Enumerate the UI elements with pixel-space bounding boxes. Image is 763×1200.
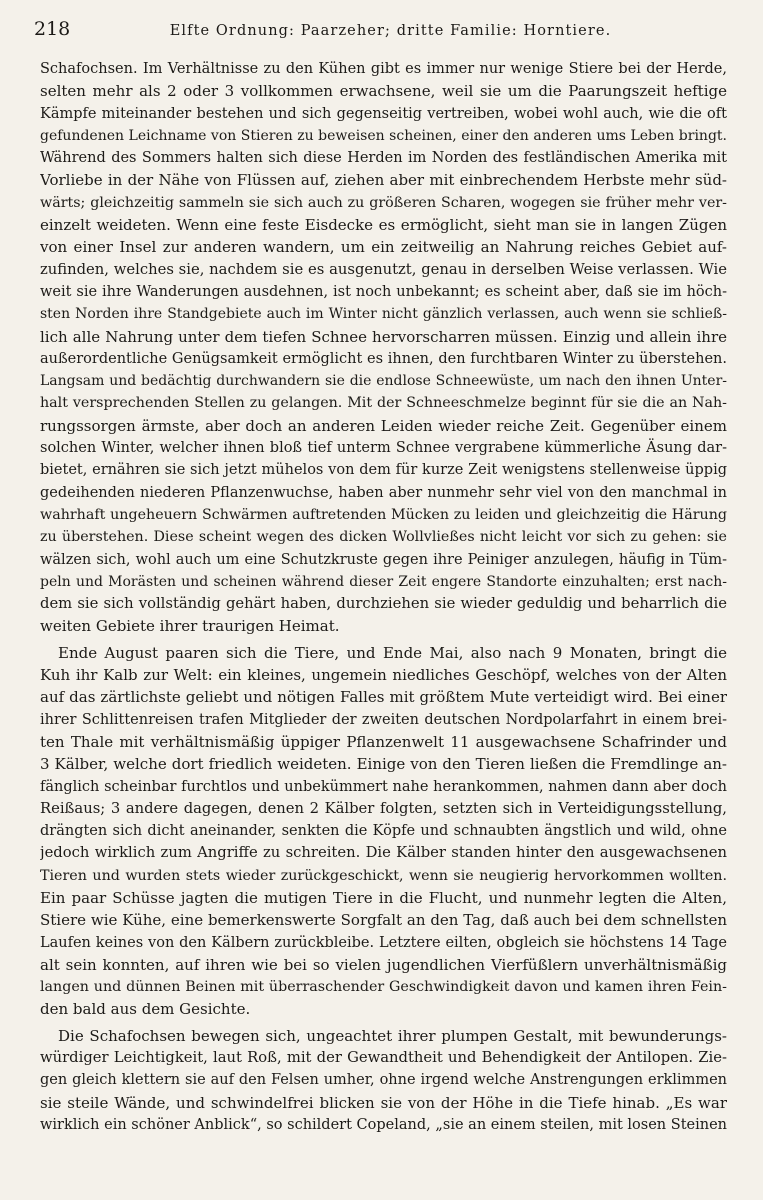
text-line: Kämpfe miteinander bestehen und sich gegenseitig vertreiben, wobei wohl auch, wie die oft [40,105,727,122]
text-line: lich alle Nahrung unter dem tiefen Schnee hervorscharren müssen. Einzig und allein ihre [40,327,727,346]
text-line: wahrhaft ungeheuern Schwärmen auftretenden Mücken zu leiden und gleichzeitig die Härung [40,506,727,523]
text-line: dem sie sich vollständig gehärt haben, durchziehen sie wieder geduldig und beharrlich die [40,595,727,613]
text-line: Die Schafochsen bewegen sich, ungeachtet ihrer plumpen Gestalt, mit bewunderungs- [58,1026,727,1045]
paragraph [40,1025,727,1136]
running-head: Elfte Ordnung: Paarzeher; dritte Familie: Horntiere. [169,23,612,39]
text-line: zu überstehen. Diese scheint wegen des dicken Wollvließes nicht leicht vor sich zu gehen: sie [40,529,727,546]
text-line: zufinden, welches sie, nachdem sie es ausgenutzt, genau in derselben Weise verlassen. Wie [40,260,727,278]
text-line: gefundenen Leichname von Stieren zu beweisen scheinen, einer den anderen ums Leben bringt. [40,127,727,144]
text-line: 3 Kälber, welche dort friedlich weideten. Einige von den Tieren ließen die Fremdlinge an- [40,755,727,774]
text-line: wärts; gleichzeitig sammeln sie sich auch zu größeren Scharen, wogegen sie früher mehr ver- [40,194,727,211]
text-line: von einer Insel zur anderen wandern, um ein zeitweilig an Nahrung reiches Gebiet auf- [40,238,727,257]
text-line: sten Norden ihre Standgebiete auch im Winter nicht gänzlich verlassen, auch wenn sie schließ- [40,306,727,323]
text-line: Vorliebe in der Nähe von Flüssen auf, ziehen aber mit einbrechendem Herbste mehr süd- [40,171,727,190]
text-line: Kuh ihr Kalb zur Welt: ein kleines, ungemein niedliches Geschöpf, welches von der Alten [40,666,727,685]
text-line: Laufen keines von den Kälbern zurückbleibe. Letztere eilten, obgleich sie höchstens 14 Tage [40,934,727,951]
text-line: ihrer Schlittenreisen trafen Mitglieder der zweiten deutschen Nordpolarfahrt in einem brei- [40,711,727,728]
text-line: fänglich scheinbar furchtlos und unbekümmert nahe herankommen, nahmen dann aber doch [40,778,727,795]
page-header [34,18,727,44]
text-line: langen und dünnen Beinen mit überraschender Geschwindigkeit davon und kamen ihren Fein- [40,979,727,996]
text-line: weit sie ihre Wanderungen ausdehnen, ist noch unbekannt; es scheint aber, daß sie im höch- [40,283,727,300]
text-line: einzelt weideten. Wenn eine feste Eisdecke es ermöglicht, sieht man sie in langen Zügen [40,216,727,235]
paragraph [40,642,727,1021]
text-line: Während des Sommers halten sich diese Herden im Norden des festländischen Amerika mit [40,150,727,167]
text-line: alt sein konnten, auf ihren wie bei so vielen jugendlichen Vierfüßlern unverhältnismäßig [40,955,727,974]
text-line: gedeihenden niederen Pflanzenwuchse, haben aber nunmehr sehr viel von den manchmal in [40,484,727,501]
page-number: 218 [34,18,71,40]
text-line: drängten sich dicht aneinander, senkten die Köpfe und schnaubten ängstlich und wild, ohne [40,823,727,840]
body-text [40,58,727,1136]
text-line: sie steile Wände, und schwindelfrei blicken sie von der Höhe in die Tiefe hinab. „Es war [40,1093,727,1112]
text-line: Stiere wie Kühe, eine bemerkenswerte Sorgfalt an den Tag, daß auch bei dem schnellsten [40,911,727,930]
text-line: Reißaus; 3 andere dagegen, denen 2 Kälber folgten, setzten sich in Verteidigungsstellung, [40,799,727,817]
paragraph [40,58,727,638]
text-line: Ende August paaren sich die Tiere, und Ende Mai, also nach 9 Monaten, bringt die [58,643,727,662]
text-line: halt versprechenden Stellen zu gelangen. Mit der Schneeschmelze beginnt für sie die an Nah- [40,395,727,412]
text-line: ten Thale mit verhältnismäßig üppiger Pflanzenwelt 11 ausgewachsene Schafrinder und [40,732,727,751]
text-line: auf das zärtlichste geliebt und nötigen Falles mit größtem Mute verteidigt wird. Bei einer [40,688,727,707]
text-line: rungssorgen ärmste, aber doch an anderen Leiden wieder reiche Zeit. Gegenüber einem [40,416,727,435]
text-line: bietet, ernähren sie sich jetzt mühelos von dem für kurze Zeit wenigstens stellenweise üppig [40,462,727,479]
text-line: gen gleich klettern sie auf den Felsen umher, ohne irgend welche Anstrengungen erklimmen [40,1072,727,1089]
text-line: den bald aus dem Gesichte. [40,1000,251,1019]
text-line: Tieren und wurden stets wieder zurückgeschickt, wenn sie neugierig hervorkommen wollten. [40,867,727,884]
text-line: solchen Winter, welcher ihnen bloß tief unterm Schnee vergrabene kümmerliche Äsung dar- [40,440,727,457]
text-line: wirklich ein schöner Anblick“, so schildert Copeland, „sie an einem steilen, mit losen Steinen [40,1116,727,1133]
text-line: weiten Gebiete ihrer traurigen Heimat. [40,617,340,636]
text-line: Ein paar Schüsse jagten die mutigen Tiere in die Flucht, und nunmehr legten die Alten, [40,888,727,907]
text-line: selten mehr als 2 oder 3 vollkommen erwachsene, weil sie um die Paarungszeit heftige [40,82,727,101]
text-line: Schafochsen. Im Verhältnisse zu den Kühen gibt es immer nur wenige Stiere bei der Herde, [40,61,727,77]
text-line: wälzen sich, wohl auch um eine Schutzkruste gegen ihre Peiniger anzulegen, häufig in Tüm- [40,551,727,568]
text-line: jedoch wirklich zum Angriffe zu schreiten. Die Kälber standen hinter den ausgewachsenen [40,844,727,862]
text-line: peln und Morästen und scheinen während dieser Zeit engere Standorte einzuhalten; erst nach- [40,573,727,590]
text-line: Langsam und bedächtig durchwandern sie die endlose Schneewüste, um nach den ihnen Unter- [40,373,727,390]
text-line: würdiger Leichtigkeit, laut Roß, mit der Gewandtheit und Behendigkeit der Antilopen. Zie- [40,1049,727,1067]
text-line: außerordentliche Genügsamkeit ermöglicht es ihnen, den furchtbaren Winter zu überstehen. [40,350,727,367]
